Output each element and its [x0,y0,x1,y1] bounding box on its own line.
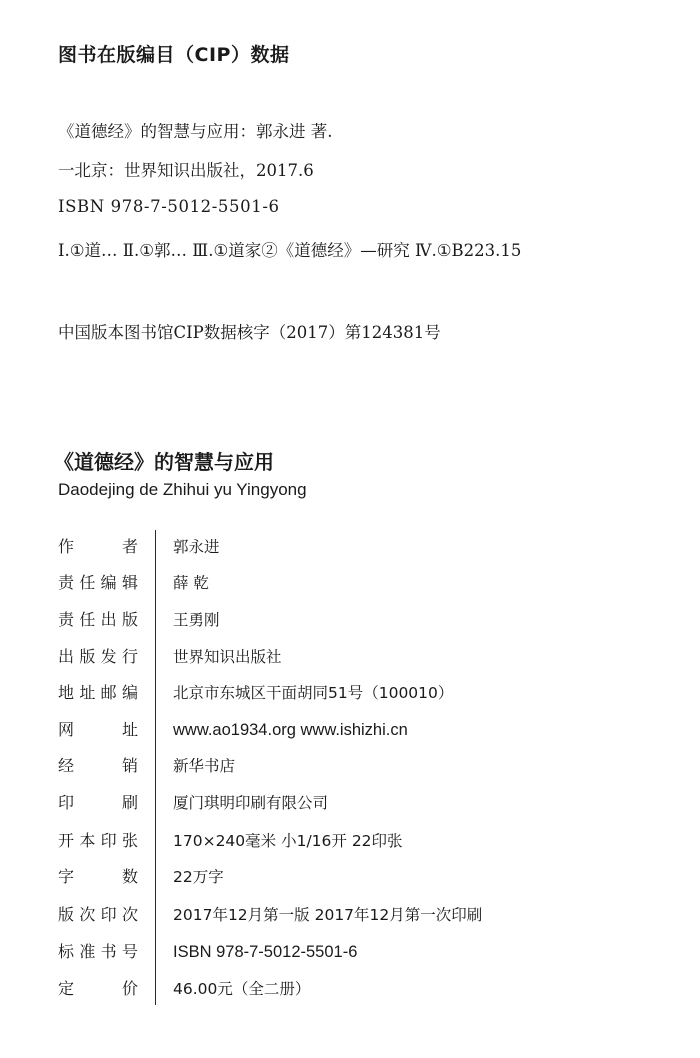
info-label: 版次印次 [58,905,138,924]
info-value: www.ao1934.org www.ishizhi.cn [173,721,408,739]
info-row-production [58,607,658,633]
info-value: ISBN 978-7-5012-5501-6 [173,943,358,961]
info-value: 郭永进 [173,538,220,556]
info-row-editor [58,570,658,596]
info-row-edition [58,902,658,928]
info-label: 出版发行 [58,647,138,666]
info-label: 责任出版 [58,610,138,629]
info-row-format [58,828,658,854]
info-row-distributor [58,753,658,779]
info-label: 经 销 [58,756,138,775]
info-label: 定 价 [58,979,138,998]
info-row-word-count [58,864,658,890]
cip-line-classification: Ⅰ.①道… Ⅱ.①郭… Ⅲ.①道家②《道德经》—研究 Ⅳ.①B223.15 [58,241,522,260]
info-label: 字 数 [58,867,138,886]
info-row-address [58,680,658,706]
info-row-website [58,717,658,743]
info-value: 170×240毫米 小1/16开 22印张 [173,832,403,850]
cip-line-title: 《道德经》的智慧与应用：郭永进 著. [58,122,333,141]
info-row-isbn [58,939,658,965]
info-row-printer [58,790,658,816]
info-value: 22万字 [173,868,224,886]
info-value: 世界知识出版社 [173,648,282,666]
info-label: 责任编辑 [58,573,138,592]
cip-line-isbn: ISBN 978-7-5012-5501-6 [58,197,280,216]
info-label: 开本印张 [58,831,138,850]
info-label: 标准书号 [58,942,138,961]
info-label: 作 者 [58,537,138,556]
info-value: 薛 乾 [173,574,209,592]
info-row-author [58,534,658,560]
info-label: 网 址 [58,720,138,739]
info-label: 印 刷 [58,793,138,812]
info-value: 王勇刚 [173,611,220,629]
info-value: 厦门琪明印刷有限公司 [173,794,329,812]
info-value: 2017年12月第一版 2017年12月第一次印刷 [173,906,483,924]
info-row-price [58,976,658,1002]
cip-line-publisher: 一北京：世界知识出版社，2017.6 [58,161,314,180]
info-value: 新华书店 [173,757,236,775]
info-value: 北京市东城区干面胡同51号（100010） [173,684,454,702]
info-value: 46.00元（全二册） [173,980,311,998]
info-row-publisher [58,644,658,670]
book-title: 《道德经》的智慧与应用 [54,450,274,474]
cip-line-data-number: 中国版本图书馆CIP数据核字（2017）第124381号 [58,323,441,342]
book-title-pinyin: Daodejing de Zhihui yu Yingyong [58,480,307,499]
info-label: 地址邮编 [58,683,138,702]
cip-heading: 图书在版编目（CIP）数据 [58,44,290,66]
